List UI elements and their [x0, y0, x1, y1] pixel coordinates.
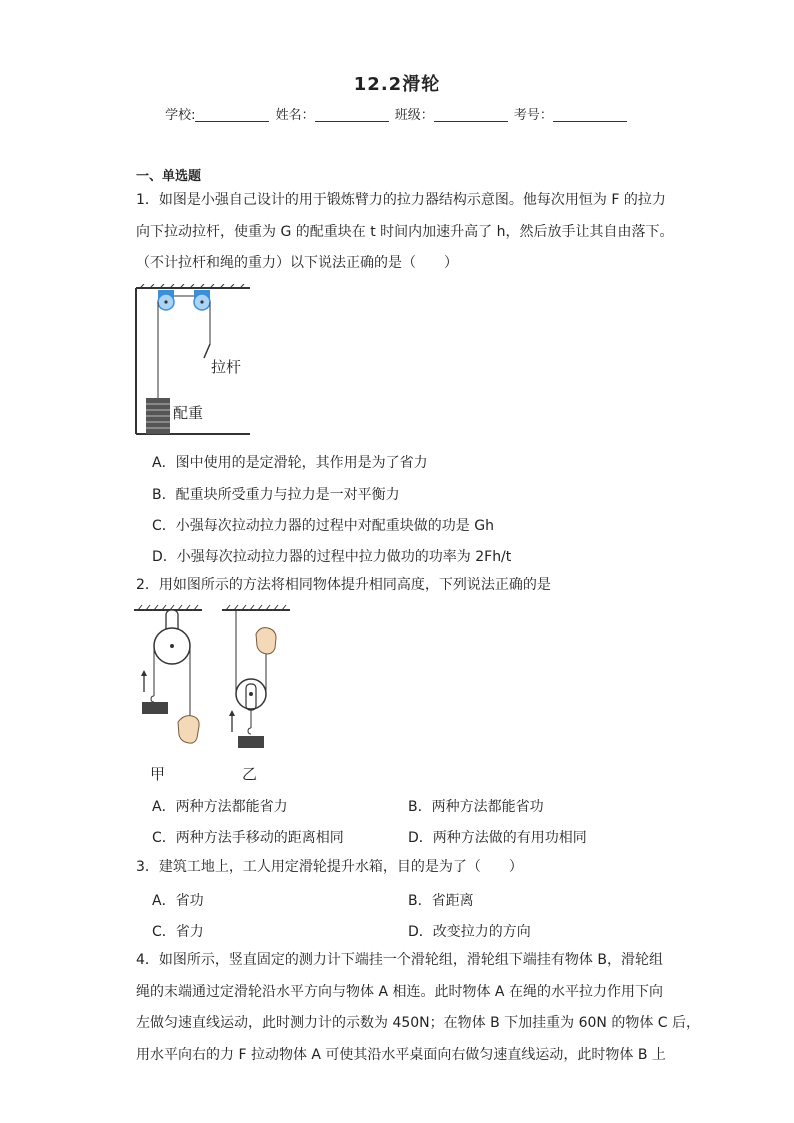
load-right-icon — [238, 736, 264, 748]
hand-left-icon — [178, 716, 199, 744]
question-2-option-b[interactable]: B．两种方法都能省功 — [408, 799, 544, 815]
question-3-option-b[interactable]: B．省距离 — [408, 893, 474, 909]
name-label: 姓名： — [275, 108, 315, 123]
question-1-line-2: 向下拉动拉杆，使重为 G 的配重块在 t 时间内加速升高了 h，然后放手让其自由落下。 — [136, 224, 674, 240]
number-label: 考号： — [513, 108, 553, 123]
question-2-option-a[interactable]: A．两种方法都能省力 — [152, 799, 288, 815]
school-label: 学校: — [165, 108, 196, 123]
question-1-option-c[interactable]: C．小强每次拉动拉力器的过程中对配重块做的功是 Gh — [152, 518, 494, 534]
figure-label-weight: 配重 — [173, 404, 204, 422]
question-1-option-d[interactable]: D．小强每次拉动拉力器的过程中拉力做功的功率为 2Fh/t — [152, 549, 512, 565]
number-blank[interactable] — [553, 107, 627, 122]
question-2-line-1: 2．用如图所示的方法将相同物体提升相同高度，下列说法正确的是 — [136, 577, 551, 593]
question-4-line-3: 左做匀速直线运动，此时测力计的示数为 450N；在物体 B 下加挂重为 60N 的物体 C 后， — [136, 1015, 701, 1031]
pull-handle — [204, 344, 210, 358]
question-4-line-2: 绳的末端通过定滑轮沿水平方向与物体 A 相连。此时物体 A 在绳的水平拉力作用下向 — [136, 984, 663, 1000]
load-left-icon — [142, 702, 168, 714]
question-2-option-d[interactable]: D．两种方法做的有用功相同 — [408, 830, 587, 846]
question-3-option-a[interactable]: A．省功 — [152, 893, 204, 909]
class-blank[interactable] — [434, 107, 508, 122]
figure-label-jia-text: 甲 — [150, 765, 166, 783]
weight-stack-icon — [146, 398, 170, 434]
section-heading: 一、单选题 — [136, 169, 202, 184]
name-blank[interactable] — [315, 107, 389, 122]
question-1-line-3: （不计拉杆和绳的重力）以下说法正确的是（ ） — [136, 255, 458, 271]
figure-label-handle: 拉杆 — [211, 358, 242, 376]
question-4-line-1: 4．如图所示，竖直固定的测力计下端挂一个滑轮组，滑轮组下端挂有物体 B，滑轮组 — [136, 952, 663, 968]
question-3-option-d[interactable]: D．改变拉力的方向 — [408, 924, 531, 940]
question-3-option-c[interactable]: C．省力 — [152, 924, 204, 940]
question-1-line-1: 1．如图是小强自己设计的用于锻炼臂力的拉力器结构示意图。他每次用恒为 F 的拉力 — [136, 192, 666, 208]
question-1-option-a[interactable]: A．图中使用的是定滑轮，其作用是为了省力 — [152, 455, 428, 471]
question-3-line-1: 3．建筑工地上，工人用定滑轮提升水箱，目的是为了（ ） — [136, 859, 523, 875]
question-2-option-c[interactable]: C．两种方法手移动的距离相同 — [152, 830, 344, 846]
class-label: 班级： — [394, 108, 434, 123]
question-2-figure — [130, 604, 295, 764]
page-title: 12.2滑轮 — [353, 74, 441, 95]
figure-label-yi-text: 乙 — [242, 765, 258, 783]
hand-right-icon — [256, 628, 276, 654]
student-info-line — [0, 104, 794, 123]
question-4-line-4: 用水平向右的力 F 拉动物体 A 可使其沿水平桌面向右做匀速直线运动，此时物体 B 上 — [136, 1047, 666, 1063]
figure-label-jia: 甲 — [150, 746, 164, 762]
school-blank[interactable] — [195, 107, 269, 122]
question-1-option-b[interactable]: B．配重块所受重力与拉力是一对平衡力 — [152, 487, 400, 503]
